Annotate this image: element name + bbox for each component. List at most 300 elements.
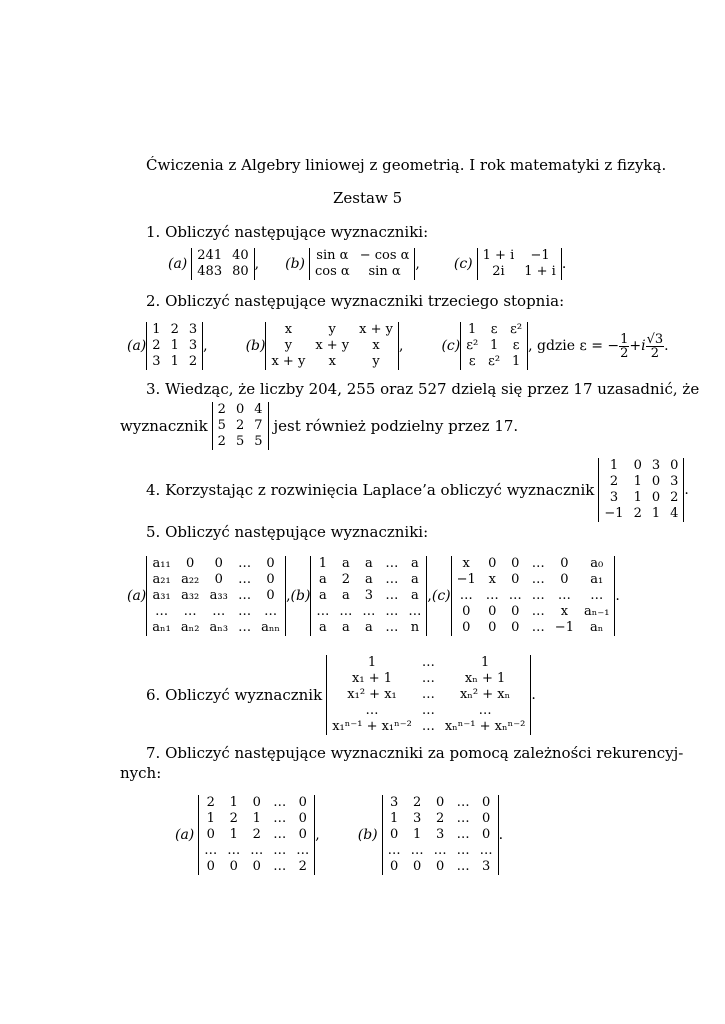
matrix-cell: …	[339, 604, 353, 619]
matrix-row	[599, 458, 684, 474]
matrix-cell: …	[478, 703, 492, 718]
matrix-cell: 0	[488, 604, 497, 619]
matrix-cell: a	[411, 556, 419, 571]
matrix-cell: 0	[511, 620, 520, 635]
matrix-cell: 0	[560, 572, 569, 587]
matrix-row	[147, 338, 203, 354]
matrix-row	[147, 588, 286, 604]
det-2b	[265, 322, 399, 370]
matrix-cell: 1	[252, 811, 261, 826]
matrix-cell: 3	[188, 322, 198, 337]
matrix-cell: 1	[490, 338, 499, 353]
matrix-cell: 0	[560, 556, 569, 571]
fraction-sqrt3-half: $\frac{√3}{2}$	[646, 331, 664, 361]
matrix-cell: …	[387, 843, 401, 858]
matrix-cell: …	[385, 588, 399, 603]
matrix-row	[199, 811, 315, 827]
matrix-cell: …	[421, 703, 435, 718]
matrix-cell: a₃₃	[209, 588, 228, 603]
matrix-cell: x₁ⁿ⁻¹ + x₁ⁿ⁻²	[332, 719, 412, 734]
matrix-cell: …	[456, 795, 470, 810]
matrix-cell: 3	[364, 588, 374, 603]
matrix-cell: 0	[229, 859, 238, 874]
matrix-row	[461, 322, 528, 338]
det-3	[212, 402, 269, 450]
matrix-cell: 1	[511, 354, 521, 369]
matrix-cell: …	[421, 671, 435, 686]
exercise-7-text-line2: nych:	[120, 764, 162, 782]
matrix-cell: 4	[670, 506, 679, 521]
matrix-cell: ε²	[466, 338, 479, 353]
set-number: Zestaw 5	[333, 189, 403, 207]
matrix-cell: 1	[412, 827, 422, 842]
matrix-cell: x₁ + 1	[352, 671, 393, 686]
matrix-cell: 1	[206, 811, 215, 826]
matrix-row	[212, 418, 268, 434]
matrix-cell: a₀	[590, 556, 604, 571]
matrix-cell: …	[590, 588, 604, 603]
matrix-cell: x	[462, 556, 470, 571]
period: .	[498, 827, 504, 843]
matrix-cell: 1	[152, 322, 161, 337]
matrix-cell: 2	[235, 418, 245, 433]
matrix-cell: 1	[170, 338, 179, 353]
matrix-row	[599, 474, 684, 490]
matrix-cell: 5	[235, 434, 245, 449]
matrix-cell: …	[421, 719, 435, 734]
matrix-cell: …	[362, 604, 376, 619]
matrix-cell: xₙ + 1	[464, 671, 506, 686]
matrix-cell: 241	[197, 248, 223, 263]
matrix-cell: …	[485, 588, 499, 603]
matrix-cell: …	[273, 811, 287, 826]
matrix-cell: a	[342, 556, 350, 571]
matrix-row	[310, 248, 415, 264]
matrix-cell: x₁² + x₁	[347, 687, 397, 702]
matrix-row	[311, 588, 427, 604]
matrix-cell: aₙ₋₁	[583, 604, 610, 619]
matrix-row	[311, 604, 427, 620]
matrix-cell: 2	[188, 354, 198, 369]
matrix-cell: 1	[318, 556, 328, 571]
matrix-cell: 2	[341, 572, 351, 587]
exercise-7-formulas	[175, 792, 503, 878]
matrix-cell: 1	[609, 458, 619, 473]
matrix-cell: 5	[254, 434, 263, 449]
matrix-cell: ε	[490, 322, 498, 337]
matrix-cell: …	[557, 588, 571, 603]
matrix-cell: 1	[633, 474, 642, 489]
matrix-cell: 1	[468, 322, 477, 337]
matrix-row	[477, 248, 561, 264]
det-5a	[146, 556, 286, 636]
matrix-cell: xₙⁿ⁻¹ + xₙⁿ⁻²	[444, 719, 526, 734]
matrix-cell: a₁₁	[152, 556, 171, 571]
matrix-cell: …	[238, 620, 252, 635]
matrix-cell: …	[264, 604, 278, 619]
det-5b	[310, 556, 427, 636]
label-c: (c)	[441, 338, 461, 354]
label-b: (b)	[245, 338, 266, 354]
matrix-cell: …	[385, 620, 399, 635]
det-1a	[191, 248, 254, 280]
matrix-cell: 1 + i	[524, 264, 556, 279]
matrix-cell: 0	[298, 827, 307, 842]
matrix-cell: 2	[206, 795, 215, 810]
matrix-cell: x + y	[271, 354, 306, 369]
matrix-cell: 0	[435, 795, 445, 810]
matrix-row	[147, 572, 286, 588]
matrix-cell: 0	[235, 402, 245, 417]
exercise-1-text: 1. Obliczyć następujące wyznaczniki:	[146, 223, 429, 241]
matrix-cell: 3	[412, 811, 422, 826]
matrix-row	[212, 434, 268, 450]
exercise-6-text: 6. Obliczyć wyznacznik	[146, 686, 323, 704]
matrix-cell: …	[316, 604, 330, 619]
period: .	[664, 338, 669, 354]
matrix-cell: a₂₂	[181, 572, 200, 587]
matrix-cell: …	[531, 588, 545, 603]
label-c: (c)	[453, 256, 473, 272]
matrix-cell: sin α	[368, 264, 401, 279]
matrix-cell: 0	[488, 620, 497, 635]
matrix-row	[461, 354, 528, 370]
matrix-row	[382, 843, 498, 859]
matrix-cell: 0	[412, 859, 422, 874]
matrix-row	[212, 402, 268, 418]
matrix-cell: 3	[609, 490, 619, 505]
matrix-cell: …	[456, 843, 470, 858]
matrix-cell: …	[531, 604, 545, 619]
matrix-cell: 2	[170, 322, 179, 337]
matrix-cell: …	[456, 859, 470, 874]
matrix-row	[382, 827, 498, 843]
matrix-cell: …	[408, 604, 422, 619]
matrix-cell: …	[204, 843, 218, 858]
matrix-cell: aₙ	[590, 620, 604, 635]
matrix-cell: a	[365, 556, 373, 571]
comma: ,	[415, 256, 420, 272]
matrix-cell: y	[372, 354, 380, 369]
matrix-row	[451, 572, 615, 588]
matrix-cell: 1	[229, 827, 238, 842]
matrix-cell: …	[433, 843, 447, 858]
matrix-cell: x + y	[359, 322, 393, 337]
exercise-2-formulas	[127, 320, 669, 372]
matrix-cell: 4	[254, 402, 263, 417]
matrix-cell: 0	[266, 588, 275, 603]
document-title: Ćwiczenia z Algebry liniowej z geometrią. I rok matematyki z fizyką.	[146, 156, 667, 174]
matrix-cell: 0	[266, 556, 275, 571]
det-2a	[146, 322, 203, 370]
matrix-row	[147, 556, 286, 572]
matrix-cell: 0	[186, 556, 195, 571]
matrix-cell: 3	[389, 795, 399, 810]
matrix-cell: x + y	[315, 338, 350, 353]
matrix-cell: aₙ₁	[152, 620, 171, 635]
wyznacznik-prefix: wyznacznik	[120, 417, 208, 435]
matrix-cell: 80	[232, 264, 249, 279]
matrix-cell: a	[411, 588, 419, 603]
matrix-cell: x	[372, 338, 380, 353]
matrix-cell: …	[250, 843, 264, 858]
matrix-row	[266, 354, 399, 370]
matrix-cell: 3	[152, 354, 161, 369]
matrix-row	[451, 604, 615, 620]
matrix-cell: 1	[651, 506, 661, 521]
exercise-7-text-line1: 7. Obliczyć następujące wyznaczniki za pomocą zależności rekurencyj-	[146, 744, 684, 762]
comma: ,	[254, 256, 260, 272]
label-b: (b)	[357, 827, 378, 843]
matrix-row	[451, 588, 615, 604]
matrix-cell: x	[284, 322, 293, 337]
matrix-cell: 2	[435, 811, 445, 826]
matrix-cell: a	[319, 620, 327, 635]
matrix-cell: x	[328, 354, 336, 369]
matrix-cell: ε²	[488, 354, 501, 369]
matrix-cell: 3	[481, 859, 491, 874]
matrix-row	[451, 556, 615, 572]
matrix-row	[599, 490, 684, 506]
matrix-cell: xₙ² + xₙ	[459, 687, 511, 702]
matrix-cell: …	[421, 687, 435, 702]
matrix-cell: …	[273, 795, 287, 810]
matrix-cell: aₙₙ	[261, 620, 281, 635]
matrix-row	[461, 338, 528, 354]
matrix-row	[147, 620, 286, 636]
matrix-row	[382, 795, 498, 811]
matrix-cell: 40	[232, 248, 249, 263]
matrix-cell: ε	[512, 338, 520, 353]
matrix-cell: 1	[367, 655, 377, 670]
matrix-cell: a₁	[590, 572, 604, 587]
plus-i: +i	[629, 338, 646, 354]
matrix-row	[451, 620, 615, 636]
label-a: (a)	[127, 338, 147, 354]
matrix-cell: a	[342, 588, 350, 603]
matrix-cell: 0	[511, 604, 520, 619]
matrix-cell: a	[319, 572, 327, 587]
matrix-cell: …	[273, 827, 287, 842]
matrix-cell: 2	[609, 474, 619, 489]
matrix-cell: 2	[298, 859, 307, 874]
matrix-cell: 3	[670, 474, 679, 489]
exercise-6	[146, 652, 536, 738]
matrix-cell: 483	[197, 264, 223, 279]
matrix-cell: 0	[435, 859, 445, 874]
matrix-cell: a	[365, 620, 373, 635]
matrix-row	[147, 604, 286, 620]
matrix-cell: …	[531, 572, 545, 587]
matrix-cell: …	[183, 604, 197, 619]
matrix-row	[327, 655, 531, 671]
matrix-cell: …	[456, 827, 470, 842]
matrix-cell: ε²	[510, 322, 523, 337]
label-a: (a)	[168, 256, 188, 272]
matrix-cell: 1 + i	[482, 248, 515, 263]
period: .	[561, 256, 567, 272]
comma: ,	[286, 588, 291, 604]
matrix-cell: …	[238, 556, 252, 571]
matrix-cell: 0	[481, 827, 491, 842]
det-1c	[477, 248, 562, 280]
matrix-cell: …	[238, 572, 252, 587]
matrix-cell: n	[410, 620, 420, 635]
exercise-4-text: 4. Korzystając z rozwinięcia Laplace’a obliczyć wyznacznik	[146, 481, 595, 499]
matrix-cell: …	[531, 620, 545, 635]
det-4	[598, 458, 684, 522]
exercise-3-suffix: jest również podzielny przez 17.	[273, 417, 519, 435]
matrix-cell: 0	[252, 795, 261, 810]
comma: ,	[203, 338, 208, 354]
matrix-row	[382, 859, 498, 875]
matrix-row	[477, 264, 561, 280]
matrix-cell: …	[296, 843, 310, 858]
matrix-cell: 3	[435, 827, 445, 842]
det-6	[326, 655, 531, 735]
matrix-cell: 0	[206, 859, 215, 874]
matrix-cell: sin α	[316, 248, 349, 263]
exercise-2-text: 2. Obliczyć następujące wyznaczniki trzeciego stopnia:	[146, 292, 565, 310]
matrix-cell: 0	[511, 572, 520, 587]
matrix-cell: −1	[530, 248, 550, 263]
matrix-cell: 0	[511, 556, 520, 571]
det-1b	[309, 248, 415, 280]
matrix-cell: 0	[633, 458, 642, 473]
matrix-cell: …	[531, 556, 545, 571]
exercise-3-formula	[120, 400, 518, 452]
matrix-cell: 2	[252, 827, 261, 842]
matrix-cell: 2i	[492, 264, 505, 279]
matrix-cell: …	[212, 604, 226, 619]
matrix-cell: 2	[229, 811, 238, 826]
matrix-cell: …	[155, 604, 169, 619]
matrix-cell: 1	[389, 811, 399, 826]
period: .	[615, 588, 620, 604]
matrix-cell: 3	[651, 458, 661, 473]
matrix-row	[192, 248, 254, 264]
label-b: (b)	[285, 256, 305, 272]
matrix-cell: 1	[170, 354, 179, 369]
where-epsilon-text: , gdzie ε = −	[528, 338, 620, 354]
matrix-cell: aₙ₃	[209, 620, 229, 635]
matrix-row	[382, 811, 498, 827]
det-7b	[382, 795, 499, 875]
matrix-cell: …	[421, 655, 435, 670]
label-a: (a)	[175, 827, 195, 843]
matrix-cell: −1	[554, 620, 574, 635]
label-b: (b)	[290, 588, 311, 604]
matrix-cell: …	[365, 703, 379, 718]
matrix-cell: …	[238, 604, 252, 619]
matrix-cell: …	[385, 604, 399, 619]
matrix-cell: …	[410, 843, 424, 858]
matrix-cell: 0	[462, 620, 471, 635]
matrix-row	[327, 719, 531, 735]
matrix-row	[199, 859, 315, 875]
exercise-3-text: 3. Wiedząc, że liczby 204, 255 oraz 527 dzielą się przez 17 uzasadnić, że	[146, 380, 700, 398]
matrix-cell: a	[365, 572, 373, 587]
matrix-cell: a	[319, 588, 327, 603]
exercise-5-text: 5. Obliczyć następujące wyznaczniki:	[146, 523, 429, 541]
matrix-cell: 2	[152, 338, 161, 353]
det-2c	[460, 322, 528, 370]
matrix-row	[192, 264, 254, 280]
matrix-cell: 0	[651, 490, 661, 505]
matrix-cell: y	[328, 322, 336, 337]
matrix-row	[311, 556, 427, 572]
matrix-cell: …	[385, 572, 399, 587]
matrix-row	[199, 795, 315, 811]
matrix-cell: …	[508, 588, 522, 603]
exercise-4	[146, 455, 689, 525]
matrix-cell: 0	[214, 572, 223, 587]
matrix-cell: −1	[456, 572, 476, 587]
matrix-row	[310, 264, 415, 280]
matrix-cell: 1	[480, 655, 490, 670]
matrix-row	[599, 506, 684, 522]
matrix-cell: 0	[670, 458, 679, 473]
comma: ,	[427, 588, 432, 604]
matrix-cell: …	[456, 811, 470, 826]
matrix-cell: 0	[462, 604, 471, 619]
matrix-cell: − cos α	[359, 248, 410, 263]
matrix-cell: 0	[206, 827, 215, 842]
label-a: (a)	[127, 588, 147, 604]
matrix-row	[199, 843, 315, 859]
matrix-cell: 0	[651, 474, 661, 489]
matrix-row	[147, 354, 203, 370]
matrix-cell: 1	[633, 490, 642, 505]
matrix-cell: 7	[254, 418, 263, 433]
matrix-cell: 0	[298, 811, 307, 826]
matrix-cell: …	[273, 843, 287, 858]
matrix-cell: …	[459, 588, 473, 603]
matrix-cell: 0	[214, 556, 223, 571]
matrix-cell: 0	[266, 572, 275, 587]
matrix-cell: 0	[481, 811, 491, 826]
comma: ,	[315, 827, 320, 843]
matrix-row	[327, 687, 531, 703]
matrix-cell: 0	[389, 827, 399, 842]
period: .	[531, 687, 536, 703]
matrix-cell: 2	[217, 402, 226, 417]
matrix-cell: a₃₁	[152, 588, 171, 603]
matrix-row	[199, 827, 315, 843]
label-c: (c)	[431, 588, 451, 604]
exercise-5-formulas	[127, 553, 620, 639]
matrix-cell: a	[411, 572, 419, 587]
matrix-cell: …	[385, 556, 399, 571]
matrix-row	[327, 703, 531, 719]
matrix-cell: a₃₂	[181, 588, 200, 603]
comma: ,	[399, 338, 404, 354]
period: .	[684, 482, 689, 498]
matrix-cell: 2	[633, 506, 642, 521]
matrix-cell: …	[227, 843, 241, 858]
matrix-cell: cos α	[315, 264, 350, 279]
matrix-row	[327, 671, 531, 687]
matrix-cell: ε	[468, 354, 476, 369]
matrix-cell: 5	[217, 418, 226, 433]
exercise-1-formulas	[168, 246, 566, 282]
matrix-cell: a₂₁	[152, 572, 171, 587]
matrix-cell: 3	[188, 338, 198, 353]
matrix-cell: 0	[481, 795, 491, 810]
matrix-row	[311, 572, 427, 588]
det-5c	[451, 556, 616, 636]
matrix-cell: 0	[252, 859, 261, 874]
